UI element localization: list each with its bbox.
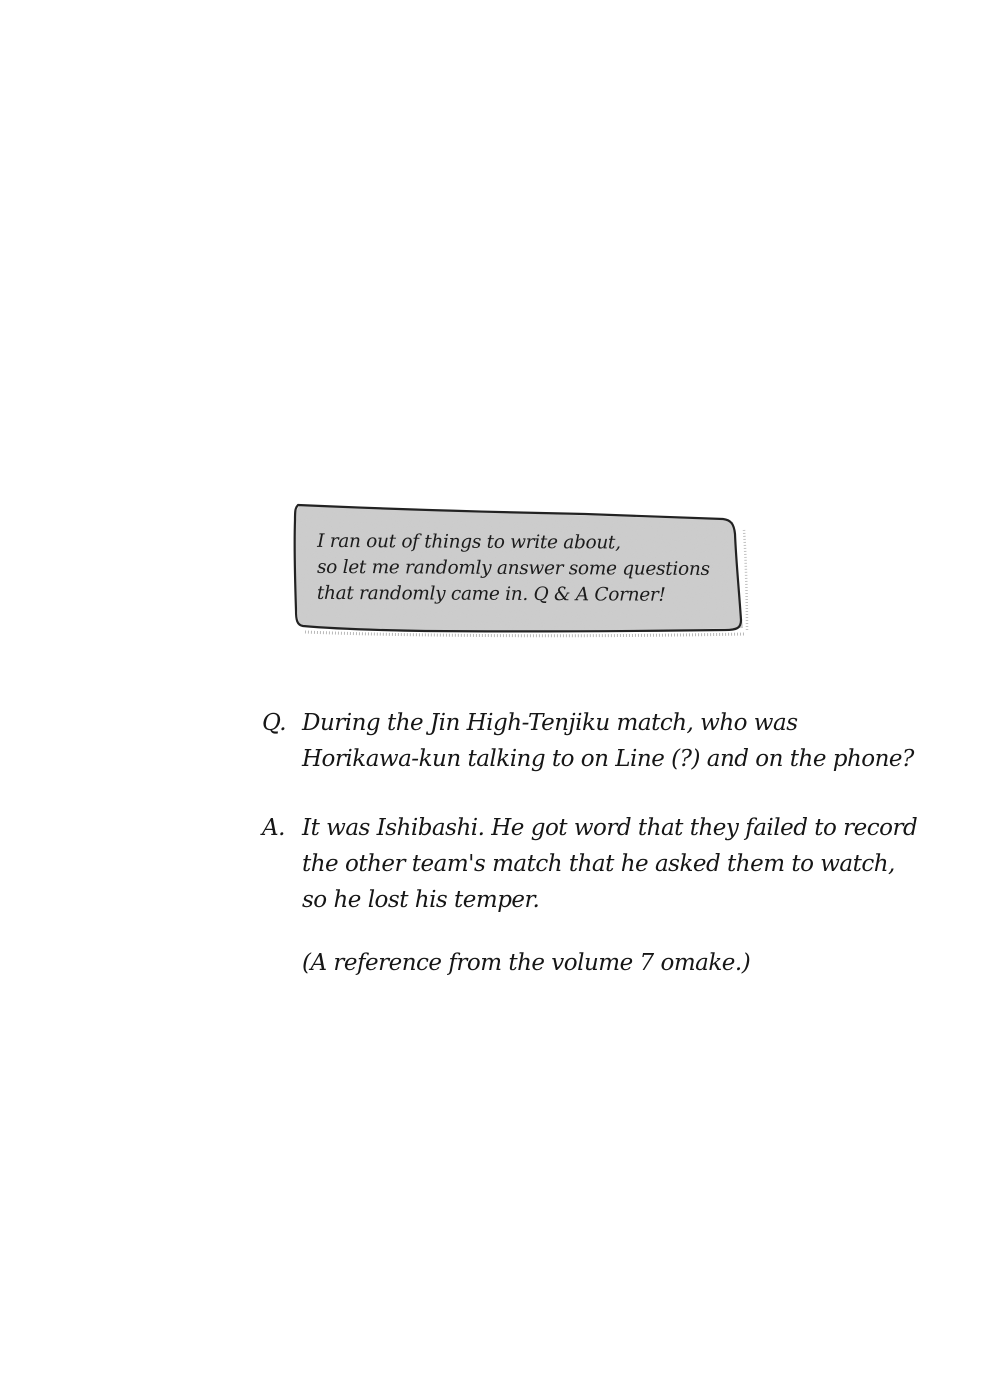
intro-speech-box [285, 500, 750, 640]
intro-line: so let me randomly answer some questions [316, 556, 710, 580]
answer-text [302, 810, 922, 918]
question-line: Horikawa-kun talking to on Line (?) and on the phone? [302, 746, 914, 772]
question-line: During the Jin High-Tenjiku match, who was [302, 710, 798, 736]
answer-line: It was Ishibashi. He got word that they failed to record [302, 815, 918, 841]
answer-line: the other team's match that he asked them to watch, [302, 851, 895, 877]
intro-line: that randomly came in. Q & A Corner! [316, 582, 666, 606]
question-text [302, 705, 922, 777]
question-marker: Q. [262, 710, 287, 736]
intro-line: I ran out of things to write about, [317, 530, 621, 554]
intro-text [317, 529, 737, 609]
answer-line: so he lost his temper. [302, 887, 540, 913]
answer-marker: A. [262, 815, 285, 841]
reference-note: (A reference from the volume 7 omake.) [302, 950, 751, 976]
